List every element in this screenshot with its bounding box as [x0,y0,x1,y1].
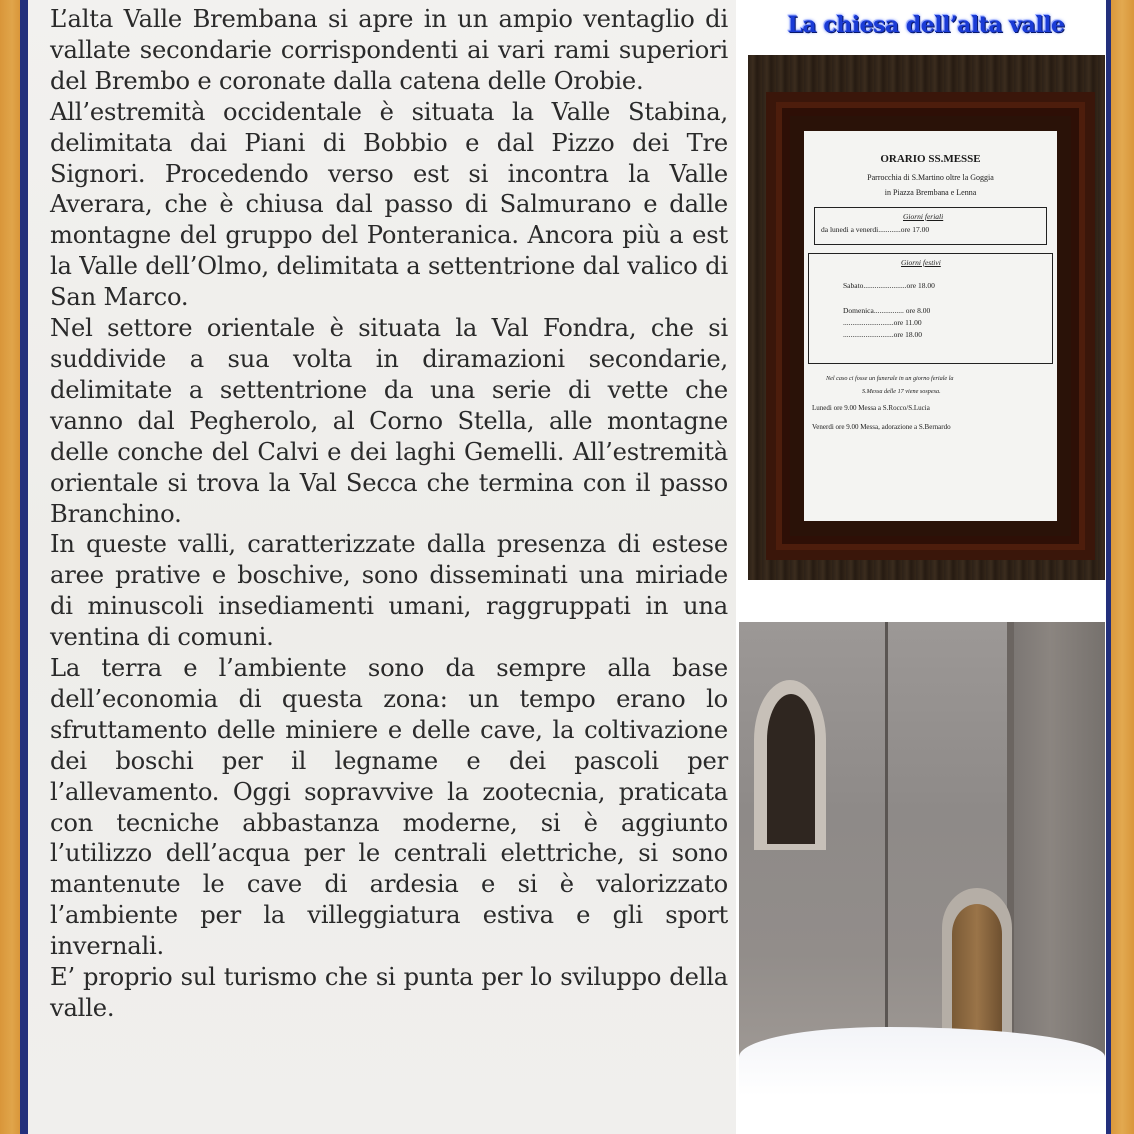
schedule-board [804,131,1057,521]
gothic-window [767,694,815,844]
article-text [50,4,728,1024]
holiday-box [808,253,1053,364]
church-facade-photo [739,622,1105,1096]
paragraph: Nel settore orientale è situata la Val Fondra, che si suddivide a sua volta in diramazioni secondarie, delimitate a settentrione da una serie di vette che vanno dal Pegherolo, al Corno Stella, alle montagne delle conche del Calvi e dei laghi Gemelli. All’estremità orientale si trova la Val Secca che termina con il passo Branchino. [50,314,728,528]
weekday-heading: Giorni feriali [903,212,944,221]
sunday-line-2: ...........................ore 11.00 [843,318,922,327]
right-border [1110,0,1134,1134]
right-blue-rule [1106,0,1111,1134]
snow [739,1027,1105,1096]
board-frame [766,92,1095,560]
drain-pipe [885,622,888,1042]
saturday-line: Sabato.......................ore 18.00 [843,281,935,290]
left-blue-rule [20,0,28,1134]
board-parish: Parrocchia di S.Martino oltre la Goggia [867,173,994,182]
note-line-2: S.Messa delle 17 viene sospesa. [862,388,941,395]
board-place: in Piazza Brembana e Lenna [884,188,977,197]
paragraph: L’alta Valle Brembana si apre in un ampio ventaglio di vallate secondarie corrispondenti ai vari rami superiori del Brembo e coronate dalla catena delle Orobie. [50,5,728,95]
wooden-door [952,904,1002,1036]
weekday-box [814,207,1047,245]
sidebar-title: La chiesa dell’alta valle [787,12,1065,38]
holiday-heading: Giorni festivi [901,258,941,267]
weekday-line: da lunedi a venerdi............ore 17.00 [821,225,930,234]
monday-line: Lunedi ore 9.00 Messa a S.Rocco/S.Lucia [812,404,930,412]
friday-line: Venerdi ore 9.00 Messa, adorazione a S.Bernardo [812,423,951,431]
note-line-1: Nel caso ci fosse un funerale in un giorno feriale la [826,375,954,382]
paragraph: E’ proprio sul turismo che si punta per lo sviluppo della valle. [50,963,728,1022]
paragraph: All’estremità occidentale è situata la Valle Stabina, delimitata dai Piani di Bobbio e dal Pizzo dei Tre Signori. Procedendo verso est si incontra la Valle Averara, che è chiusa dal passo di Salmurano e dalle montagne del gruppo del Ponteranica. Ancora più a est la Valle dell’Olmo, delimitata a settentrione dal valico di San Marco. [50,97,728,312]
sunday-line-3: ...........................ore 18.00 [843,330,922,339]
board-title: ORARIO SS.MESSE [880,153,981,165]
mass-schedule-photo [748,55,1105,580]
bell-tower [1014,622,1105,1096]
sunday-line-1: Domenica................ ore 8.00 [843,306,931,315]
paragraph: La terra e l’ambiente sono da sempre alla base dell’economia di questa zona: un tempo erano lo sfruttamento delle miniere e delle cave, la coltivazione dei boschi per il legname e dei pascoli per l’allevamento. Oggi sopravvive la zootecnia, praticata con tecniche abbastanza moderne, si è aggiunto l’utilizzo dell’acqua per le centrali elettriche, si sono mantenute le cave di ardesia e si è valorizzato l’ambiente per la villeggiatura estiva e gli sport invernali. [50,654,728,961]
paragraph: In queste valli, caratterizzate dalla presenza di estese aree prative e boschive, sono disseminati una miriade di minuscoli insediamenti umani, raggruppati in una ventina di comuni. [50,530,728,652]
